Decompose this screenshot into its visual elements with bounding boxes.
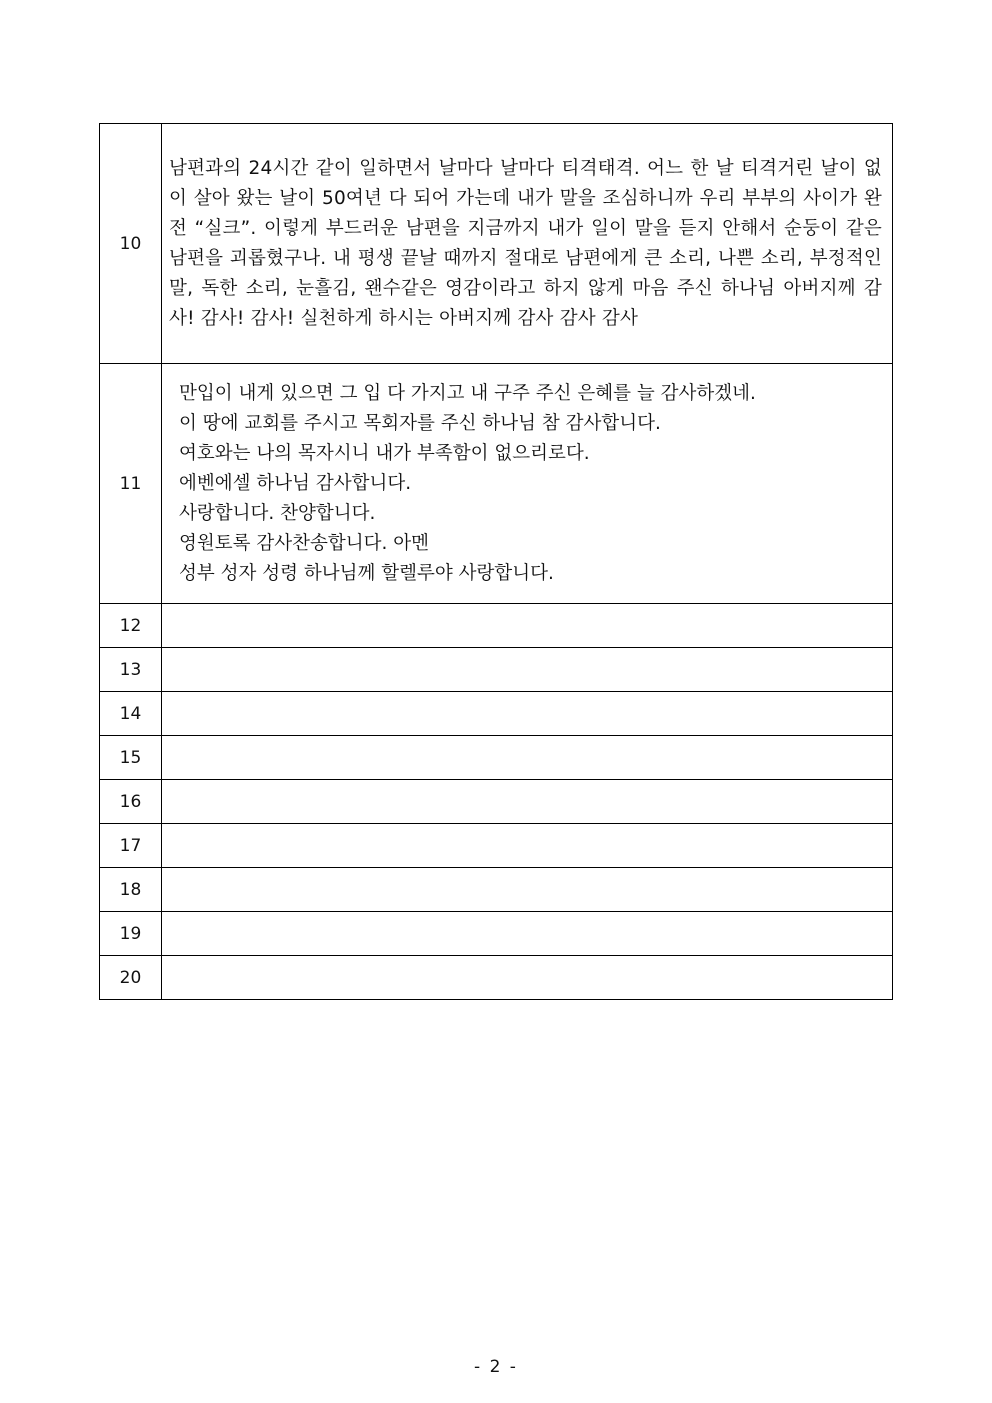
row-number: 13 [100,648,162,692]
entry-text [162,648,893,692]
entry-line: 이 땅에 교회를 주시고 목회자를 주신 하나님 참 감사합니다. [179,412,661,434]
entry-line: 사랑합니다. 찬양합니다. [179,502,376,524]
entry-text [162,604,893,648]
table-row [100,868,893,912]
row-number: 12 [100,604,162,648]
row-number: 10 [100,124,162,364]
entry-line: 여호와는 나의 목자시니 내가 부족함이 없으리로다. [179,442,590,464]
entry-text [162,912,893,956]
table-row [100,736,893,780]
entry-text [162,364,893,604]
entry-text: 남편과의 24시간 같이 일하면서 날마다 날마다 티격태격. 어느 한 날 티격거린 날이 없이 살아 왔는 날이 50여년 다 되어 가는데 내가 말을 조심하니까 우리 부부의 사이가 완전 “실크”. 이렇게 부드러운 남편을 지금까지 내가 일이 말을 듣지 안해서 순둥이 같은 남편을 괴롭혔구나. 내 평생 끝날 때까지 절대로 남편에게 큰 소리, 나쁜 소리, 부정적인 말, 독한 소리, 눈흘김, 왠수같은 영감이라고 하지 않게 마음 주신 하나님 아버지께 감사! 감사! 감사! 실천하게 하시는 아버지께 감사 감사 감사 [162,124,893,364]
row-number: 19 [100,912,162,956]
table-row [100,692,893,736]
table-row [100,824,893,868]
row-number: 20 [100,956,162,1000]
entry-line: 영원토록 감사찬송합니다. 아멘 [179,532,429,554]
row-number: 16 [100,780,162,824]
entry-line: 성부 성자 성령 하나님께 할렐루야 사랑합니다. [179,562,554,584]
entry-text [162,692,893,736]
table-row [100,956,893,1000]
row-number: 17 [100,824,162,868]
entries-table [99,123,893,1000]
page-number: - 2 - [474,1357,518,1377]
table-row [100,604,893,648]
entry-text [162,868,893,912]
table-row [100,912,893,956]
entry-line: 에벤에셀 하나님 감사합니다. [179,472,412,494]
entry-text [162,824,893,868]
table-row [100,648,893,692]
table-row [100,124,893,364]
row-number: 14 [100,692,162,736]
table-row [100,780,893,824]
row-number: 11 [100,364,162,604]
row-number: 18 [100,868,162,912]
entry-line: 만입이 내게 있으면 그 입 다 가지고 내 구주 주신 은혜를 늘 감사하겠네. [179,382,756,404]
row-number: 15 [100,736,162,780]
entry-text [162,736,893,780]
entry-text [162,956,893,1000]
entry-text [162,780,893,824]
table-row [100,364,893,604]
